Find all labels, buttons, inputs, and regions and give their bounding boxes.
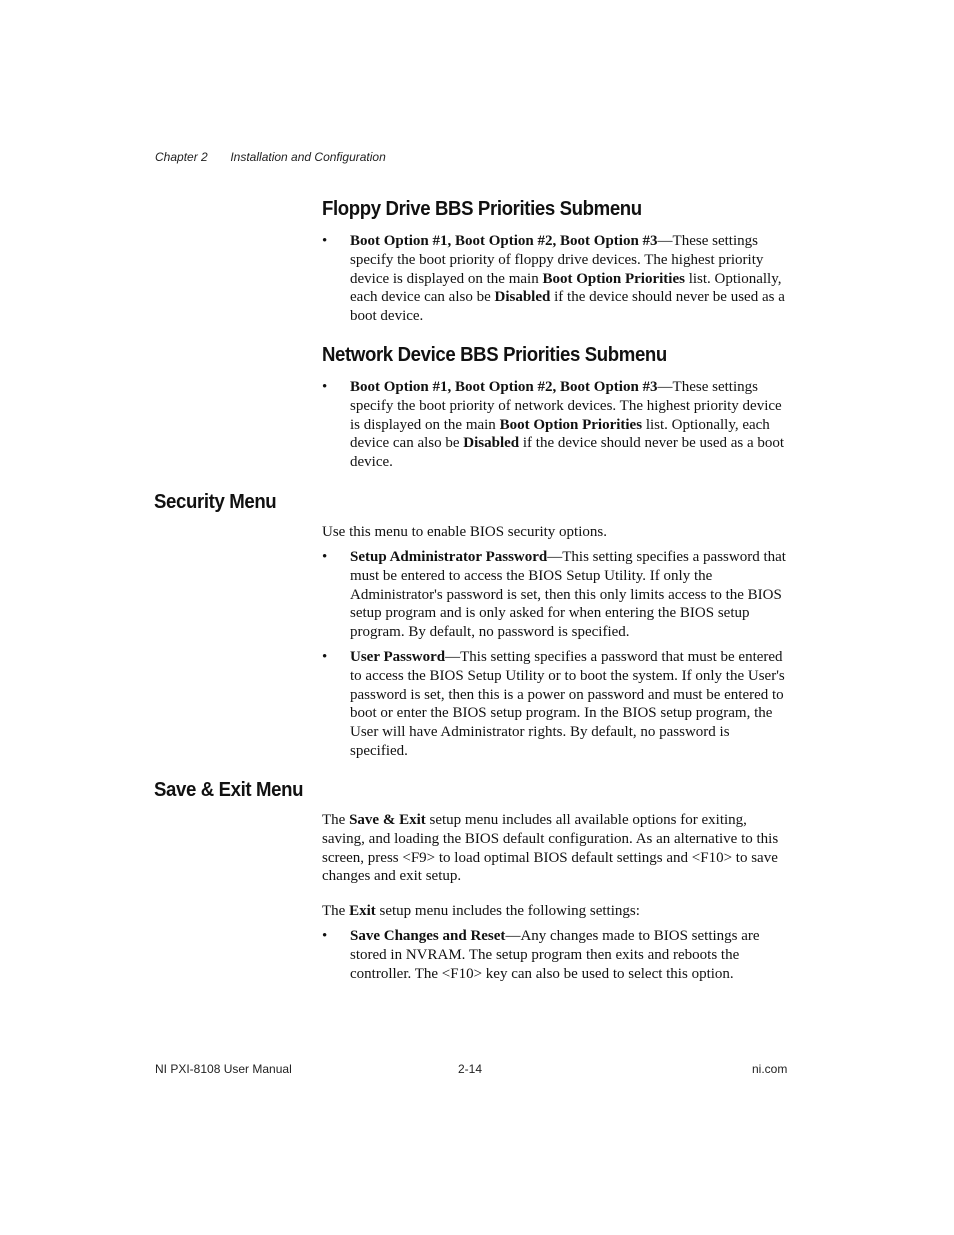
security-heading: Security Menu	[154, 491, 277, 513]
footer-manual-title: NI PXI-8108 User Manual	[155, 1062, 292, 1076]
body-text: —Any changes made to BIOS settings are stored in NVRAM. The setup program then exits and reboots the controller. The <F10> key can also be used to select this option.	[350, 928, 760, 982]
term: Disabled	[494, 289, 551, 306]
body-text: The	[322, 812, 350, 828]
save-exit-bullet-save-reset	[322, 927, 788, 983]
body-text: setup menu includes all available options for exiting, saving, and loading the BIOS default configuration. As an alternative to this screen, press <F9> to load optimal BIOS default settings and <F10> to save changes and exit setup.	[322, 812, 779, 885]
chapter-title: Installation and Configuration	[230, 150, 386, 164]
term: Setup Administrator Password	[350, 549, 548, 565]
running-header	[155, 150, 386, 164]
body-text: —This setting specifies a password that must be entered to access the BIOS Setup Utility or to boot the system. If only the User's password is set, then this is a power on password and must be entered to boot or enter the BIOS setup program. In the BIOS setup program, the User will have Administrator rights. By default, no password is specified.	[350, 649, 785, 759]
term: Boot Option #1, Boot Option #2, Boot Option #3	[350, 379, 658, 395]
term: Disabled	[463, 435, 520, 452]
term: Boot Option Priorities	[499, 416, 643, 433]
bullet-text	[350, 548, 788, 642]
body-text: list. Optionally, each device can also be	[350, 270, 782, 306]
chapter-label: Chapter 2	[155, 150, 208, 164]
network-heading: Network Device BBS Priorities Submenu	[322, 344, 667, 366]
network-bullet-boot-options	[322, 378, 788, 472]
security-bullet-admin-password	[322, 548, 788, 642]
body-text: The	[322, 903, 350, 919]
bullet-glyph: •	[322, 549, 328, 565]
save-exit-paragraph	[322, 811, 788, 886]
term: Save Changes and Reset	[350, 928, 506, 944]
body-text: if the device should never be used as a boot device.	[350, 435, 785, 471]
security-intro: Use this menu to enable BIOS security options.	[322, 524, 607, 540]
term: Boot Option #1, Boot Option #2, Boot Option #3	[350, 233, 658, 249]
bullet-text	[350, 232, 788, 326]
bullet-text	[350, 378, 788, 472]
security-bullet-user-password	[322, 648, 788, 761]
bullet-text	[350, 648, 788, 761]
term: Boot Option Priorities	[542, 270, 685, 287]
body-text: list. Optionally, each device can also be	[350, 416, 770, 452]
term: Save & Exit	[349, 812, 426, 828]
term: User Password	[350, 649, 446, 665]
body-text: —These settings specify the boot priority of floppy drive devices. The highest priority device is displayed on the main	[350, 233, 764, 287]
footer-website: ni.com	[752, 1062, 788, 1076]
exit-paragraph	[322, 902, 788, 921]
bullet-glyph: •	[322, 233, 328, 249]
body-text: —These settings specify the boot priority of network devices. The highest priority device is displayed on the main	[350, 379, 782, 433]
bullet-glyph: •	[322, 379, 328, 395]
footer-page-number: 2-14	[458, 1062, 483, 1076]
bullet-glyph: •	[322, 649, 328, 665]
floppy-heading: Floppy Drive BBS Priorities Submenu	[322, 198, 642, 220]
term: Exit	[349, 903, 376, 919]
body-text: —This setting specifies a password that must be entered to access the BIOS Setup Utility. If only the Administrator's password is set, then this only limits access to the BIOS setup program and is only asked for when entering the BIOS setup program. By default, no password is specified.	[350, 549, 786, 641]
body-text: setup menu includes the following settings:	[375, 903, 640, 919]
floppy-bullet-boot-options	[322, 232, 788, 326]
bullet-glyph: •	[322, 928, 328, 944]
save-exit-heading: Save & Exit Menu	[154, 779, 304, 801]
bullet-text	[350, 927, 788, 983]
body-text: if the device should never be used as a boot device.	[350, 289, 785, 325]
